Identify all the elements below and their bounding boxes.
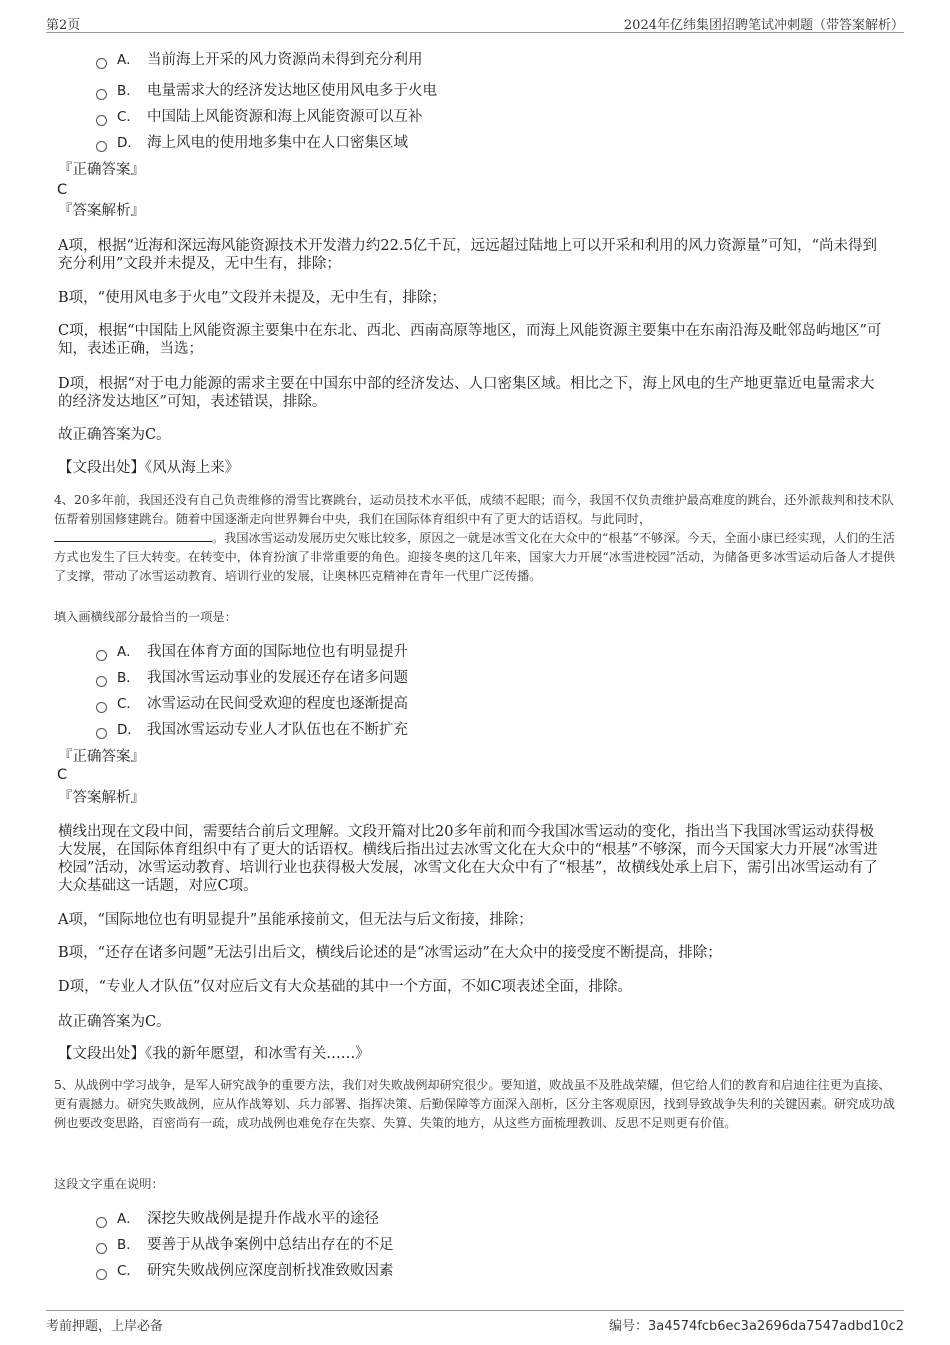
q4-analysis-main: 横线出现在文段中间，需要结合前后文理解。文段开篇对比20多年前和而今我国冰雪运动的变化，指出当下我国冰雪运动获得极大发展，在国际体育组织中有了更大的话语权。横线后指出过去冰雪文化在大众中的“根基”不够深，而今天国家大力开展“冰雪进校园”活动，冰雪运动教育、培训行业也获得极大发展，冰雪文化在大众中有了“根基”，故横线处承上启下，需引出冰雪运动有了大众基础这一话题，对应C项。 bbox=[58, 824, 878, 894]
radio-icon[interactable] bbox=[96, 1217, 107, 1228]
q3-analysis-b: B项，“使用风电多于火电”文段并未提及，无中生有，排除； bbox=[58, 290, 446, 306]
q3-conclusion: 故正确答案为C。 bbox=[58, 427, 171, 443]
q5-prompt: 这段文字重在说明： bbox=[54, 1177, 164, 1191]
radio-icon[interactable] bbox=[96, 89, 107, 100]
radio-icon[interactable] bbox=[96, 141, 107, 152]
q3-analysis-d: D项，根据“对于电力能源的需求主要在中国东中部的经济发达、人口密集区域。相比之下，海上风电的生产地更靠近电量需求大的经济发达地区”可知，表述错误，排除。 bbox=[58, 376, 875, 410]
radio-icon[interactable] bbox=[96, 650, 107, 661]
q5-option-b[interactable]: B． 要善于从战争案例中总结出存在的不足 bbox=[96, 1235, 394, 1255]
q4-analysis-d: D项，“专业人才队伍”仅对应后文有大众基础的其中一个方面，不如C项表述全面，排除。 bbox=[58, 979, 633, 995]
q4-source: 【文段出处】《我的新年愿望，和冰雪有关……》 bbox=[58, 1046, 370, 1062]
fill-blank bbox=[54, 529, 212, 542]
q3-option-b[interactable]: B． 电量需求大的经济发达地区使用风电多于火电 bbox=[96, 81, 437, 101]
radio-icon[interactable] bbox=[96, 58, 107, 69]
q4-stem: 4、20多年前，我国还没有自己负责维修的滑雪比赛跳台，运动员技术水平低，成绩不起眼；而今，我国不仅负责维护最高难度的跳台，还外派裁判和技术队伍帮着别国修建跳台。随着中国逐渐走向世界舞台中央，我们在国际体育组织中有了更大的话语权。与此同时， 。我国冰雪运动发展历史欠账比较多，原因之一就是冰雪文化在大众中的“根基”不够深。今天，全面小康已经实现，人们的生活方式也发生了巨大转变。在转变中，体育扮演了非常重要的角色。迎接冬奥的这几年来，国家大力开展“冰雪进校园”活动，为储备更多冰雪运动后备人才提供了支撑，带动了冰雪运动教育、培训行业的发展，让奥林匹克精神在青年一代里广泛传播。 bbox=[54, 493, 896, 583]
q4-option-a[interactable]: A． 我国在体育方面的国际地位也有明显提升 bbox=[96, 642, 408, 662]
q4-prompt: 填入画横线部分最恰当的一项是： bbox=[54, 610, 237, 624]
document-code: 编号：3a4574fcb6ec3a2696da7547adbd10c2 bbox=[608, 1319, 904, 1334]
radio-icon[interactable] bbox=[96, 115, 107, 126]
radio-icon[interactable] bbox=[96, 1243, 107, 1254]
q3-option-a[interactable]: A． 当前海上开采的风力资源尚未得到充分利用 bbox=[96, 50, 423, 70]
q3-option-d[interactable]: D． 海上风电的使用地多集中在人口密集区域 bbox=[96, 133, 408, 153]
footer-slogan: 考前押题，上岸必备 bbox=[46, 1319, 164, 1334]
q4-answer: C bbox=[57, 767, 68, 783]
radio-icon[interactable] bbox=[96, 676, 107, 687]
q5-option-a[interactable]: A． 深挖失败战例是提升作战水平的途径 bbox=[96, 1209, 379, 1229]
radio-icon[interactable] bbox=[96, 728, 107, 739]
q4-option-d[interactable]: D． 我国冰雪运动专业人才队伍也在不断扩充 bbox=[96, 720, 408, 740]
radio-icon[interactable] bbox=[96, 702, 107, 713]
q4-conclusion: 故正确答案为C。 bbox=[58, 1014, 171, 1030]
q3-answer: C bbox=[57, 182, 68, 198]
q4-analysis-b: B项，“还存在诸多问题”无法引出后文，横线后论述的是“冰雪运动”在大众中的接受度不断提高，排除； bbox=[58, 945, 722, 961]
q3-answer-label: 『正确答案』 bbox=[58, 162, 145, 178]
q3-analysis-a: A项，根据“近海和深远海风能资源技术开发潜力约22.5亿千瓦，远远超过陆地上可以开采和利用的风力资源量”可知，“尚未得到充分利用”文段并未提及，无中生有，排除； bbox=[58, 238, 877, 272]
q4-option-b[interactable]: B． 我国冰雪运动事业的发展还存在诸多问题 bbox=[96, 668, 408, 688]
q4-option-c[interactable]: C． 冰雪运动在民间受欢迎的程度也逐渐提高 bbox=[96, 694, 408, 714]
document-title: 2024年亿纬集团招聘笔试冲刺题（带答案解析） bbox=[623, 18, 904, 33]
q4-answer-label: 『正确答案』 bbox=[58, 749, 145, 765]
q4-analysis-label: 『答案解析』 bbox=[58, 790, 145, 806]
page-number: 第2页 bbox=[46, 18, 81, 33]
q5-option-c[interactable]: C． 研究失败战例应深度剖析找准致败因素 bbox=[96, 1261, 394, 1281]
page-footer bbox=[46, 1310, 904, 1335]
q3-analysis-c: C项，根据“中国陆上风能资源主要集中在东北、西北、西南高原等地区，而海上风能资源主要集中在东南沿海及毗邻岛屿地区”可知，表述正确，当选； bbox=[58, 323, 882, 357]
q3-option-c[interactable]: C． 中国陆上风能资源和海上风能资源可以互补 bbox=[96, 107, 423, 127]
radio-icon[interactable] bbox=[96, 1269, 107, 1280]
q4-analysis-a: A项，“国际地位也有明显提升”虽能承接前文，但无法与后文衔接，排除； bbox=[58, 912, 533, 928]
q3-analysis-label: 『答案解析』 bbox=[58, 203, 145, 219]
page-header bbox=[46, 14, 904, 33]
q5-stem: 5、从战例中学习战争，是军人研究战争的重要方法，我们对失败战例却研究很少。要知道，败战虽不及胜战荣耀，但它给人们的教育和启迪往往更为直接、更有震撼力。研究失败战例，应从作战筹划、兵力部署、指挥决策、后勤保障等方面深入剖析，区分主客观原因，找到导致战争失利的关键因素。研究成功战例也要改变思路，百密尚有一疏，成功战例也难免存在失察、失算、失策的地方，从这些方面梳理教训、反思不足则更有价值。 bbox=[54, 1078, 895, 1130]
q3-source: 【文段出处】《风从海上来》 bbox=[58, 460, 240, 476]
